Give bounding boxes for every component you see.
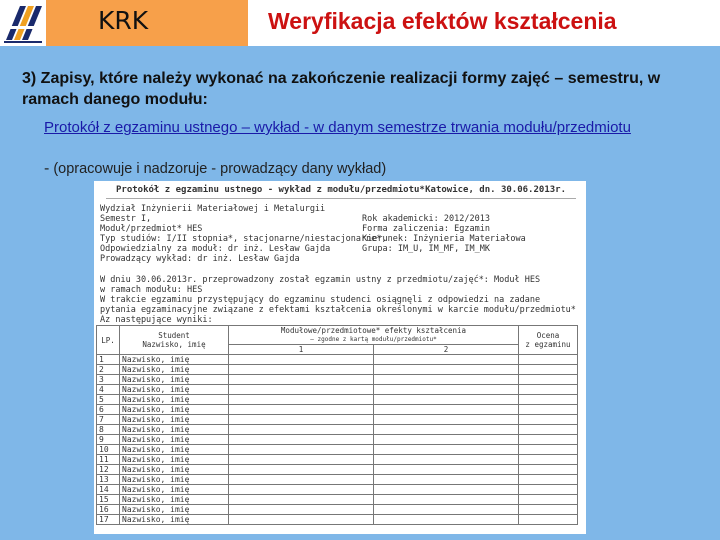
row-effect-1 <box>229 475 374 485</box>
doc-line: W dniu 30.06.2013r. przeprowadzony został egzamin ustny z przedmiotu/zajęć*: Moduł HES <box>100 274 541 285</box>
row-grade <box>519 415 578 425</box>
row-effect-2 <box>374 515 519 525</box>
row-grade <box>519 505 578 515</box>
row-effect-1 <box>229 395 374 405</box>
col-effect-1-header: 1 <box>229 345 374 355</box>
row-grade <box>519 515 578 525</box>
row-student-name: Nazwisko, imię <box>120 445 229 455</box>
slide-title: Weryfikacja efektów kształcenia <box>268 8 617 34</box>
doc-line: Typ studiów: I/II stopnia*, stacjonarne/niestacjonarne*, <box>100 234 387 245</box>
row-grade <box>519 375 578 385</box>
row-grade <box>519 465 578 475</box>
results-table <box>96 325 578 525</box>
doc-line: Moduł/przedmiot* HES <box>100 224 203 235</box>
col-effects-header <box>229 326 519 345</box>
row-effect-1 <box>229 485 374 495</box>
row-effect-2 <box>374 475 519 485</box>
col-effects-sub: – zgodne z kartą modułu/przedmiotu* <box>310 336 437 343</box>
row-lp: 16 <box>97 505 120 515</box>
table-row <box>97 505 578 515</box>
doc-line: W trakcie egzaminu przystępujący do egzaminu studenci osiągnęli z odpowiedzi na zadane <box>100 294 541 305</box>
col-student-header: Student Nazwisko, imię <box>120 326 229 355</box>
row-effect-2 <box>374 395 519 405</box>
row-lp: 12 <box>97 465 120 475</box>
row-student-name: Nazwisko, imię <box>120 515 229 525</box>
row-effect-1 <box>229 385 374 395</box>
row-effect-2 <box>374 485 519 495</box>
table-row <box>97 445 578 455</box>
row-student-name: Nazwisko, imię <box>120 495 229 505</box>
row-effect-1 <box>229 445 374 455</box>
document-header <box>106 184 576 199</box>
row-student-name: Nazwisko, imię <box>120 415 229 425</box>
row-grade <box>519 425 578 435</box>
row-effect-2 <box>374 365 519 375</box>
row-lp: 10 <box>97 445 120 455</box>
table-row <box>97 515 578 525</box>
row-effect-2 <box>374 385 519 395</box>
logo-icon <box>0 0 46 46</box>
protocol-link[interactable]: Protokół z egzaminu ustnego – wykład - w danym semestrze trwania modułu/przedmiotu <box>44 119 631 136</box>
col-grade-header: Ocena z egzaminu <box>519 326 578 355</box>
document-date: Katowice, dn. 30.06.2013r. <box>425 185 566 195</box>
row-effect-2 <box>374 505 519 515</box>
row-effect-2 <box>374 495 519 505</box>
table-row <box>97 405 578 415</box>
table-row <box>97 485 578 495</box>
row-lp: 17 <box>97 515 120 525</box>
krk-label-box <box>46 0 248 46</box>
row-lp: 9 <box>97 435 120 445</box>
row-effect-1 <box>229 355 374 365</box>
slide-title-box <box>248 0 720 46</box>
krk-label: KRK <box>98 6 149 35</box>
row-grade <box>519 395 578 405</box>
row-lp: 6 <box>97 405 120 415</box>
row-lp: 1 <box>97 355 120 365</box>
row-student-name: Nazwisko, imię <box>120 385 229 395</box>
row-lp: 13 <box>97 475 120 485</box>
row-grade <box>519 475 578 485</box>
table-row <box>97 375 578 385</box>
col-lp-header: LP. <box>97 326 120 355</box>
row-effect-2 <box>374 415 519 425</box>
doc-line: Forma zaliczenia: Egzamin <box>362 224 490 235</box>
doc-line: Grupa: IM_U, IM_MF, IM_MK <box>362 244 490 255</box>
row-student-name: Nazwisko, imię <box>120 435 229 445</box>
row-grade <box>519 485 578 495</box>
row-lp: 8 <box>97 425 120 435</box>
section-heading: 3) Zapisy, które należy wykonać na zakończenie realizacji formy zajęć – semestru, w ramach danego modułu: <box>22 70 661 108</box>
table-row <box>97 415 578 425</box>
row-effect-1 <box>229 465 374 475</box>
table-row <box>97 365 578 375</box>
row-effect-2 <box>374 375 519 385</box>
row-effect-2 <box>374 465 519 475</box>
table-row <box>97 395 578 405</box>
row-effect-1 <box>229 505 374 515</box>
row-grade <box>519 455 578 465</box>
table-row <box>97 455 578 465</box>
row-grade <box>519 365 578 375</box>
row-effect-1 <box>229 455 374 465</box>
row-grade <box>519 385 578 395</box>
university-logo <box>0 0 46 46</box>
row-effect-1 <box>229 375 374 385</box>
row-effect-2 <box>374 455 519 465</box>
table-row <box>97 465 578 475</box>
row-effect-1 <box>229 415 374 425</box>
row-effect-1 <box>229 365 374 375</box>
note-text: (opracowuje i nadzoruje - prowadzący dany wykład) <box>53 161 387 177</box>
row-lp: 11 <box>97 455 120 465</box>
protocol-document-image <box>94 181 586 534</box>
row-grade <box>519 405 578 415</box>
table-row <box>97 495 578 505</box>
note-line <box>44 160 386 178</box>
row-effect-2 <box>374 445 519 455</box>
table-row <box>97 355 578 365</box>
doc-line: w ramach modułu: HES <box>100 284 203 295</box>
doc-line: pytania egzaminacyjne związane z efektami kształcenia określonymi w karcie modułu/przedmiotu* <box>100 304 576 315</box>
row-student-name: Nazwisko, imię <box>120 455 229 465</box>
row-effect-1 <box>229 425 374 435</box>
col-effect-2-header: 2 <box>374 345 519 355</box>
dash-bullet: - <box>44 160 50 177</box>
table-row <box>97 435 578 445</box>
doc-line: Az następujące wyniki: <box>100 315 213 326</box>
row-effect-2 <box>374 355 519 365</box>
document-title: Protokół z egzaminu ustnego - wykład z modułu/przedmiotu* <box>116 185 425 195</box>
table-row <box>97 385 578 395</box>
doc-line <box>100 265 576 275</box>
results-table-body <box>97 355 578 525</box>
row-lp: 3 <box>97 375 120 385</box>
row-student-name: Nazwisko, imię <box>120 395 229 405</box>
row-student-name: Nazwisko, imię <box>120 355 229 365</box>
document-right-lines <box>362 214 526 254</box>
table-row <box>97 425 578 435</box>
col-effects-title: Modułowe/przedmiotowe* efekty kształcenia <box>280 326 467 335</box>
row-grade <box>519 495 578 505</box>
doc-line: Rok akademicki: 2012/2013 <box>362 214 490 224</box>
row-lp: 15 <box>97 495 120 505</box>
row-lp: 7 <box>97 415 120 425</box>
row-lp: 2 <box>97 365 120 375</box>
row-student-name: Nazwisko, imię <box>120 405 229 415</box>
doc-line: Odpowiedzialny za moduł: dr inż. Lesław Gajda <box>100 244 331 255</box>
row-effect-1 <box>229 515 374 525</box>
row-student-name: Nazwisko, imię <box>120 375 229 385</box>
row-student-name: Nazwisko, imię <box>120 485 229 495</box>
doc-line: Kierunek: Inżynieria Materiałowa <box>362 234 526 245</box>
row-effect-2 <box>374 435 519 445</box>
row-lp: 5 <box>97 395 120 405</box>
row-student-name: Nazwisko, imię <box>120 505 229 515</box>
row-student-name: Nazwisko, imię <box>120 475 229 485</box>
document-header-rule <box>106 198 576 199</box>
doc-line: Prowadzący wykład: dr inż. Lesław Gajda <box>100 254 300 265</box>
row-effect-2 <box>374 425 519 435</box>
row-grade <box>519 355 578 365</box>
doc-line: Wydział Inżynierii Materiałowej i Metalurgii <box>100 204 326 214</box>
row-lp: 14 <box>97 485 120 495</box>
row-grade <box>519 445 578 455</box>
row-student-name: Nazwisko, imię <box>120 425 229 435</box>
row-effect-1 <box>229 435 374 445</box>
row-effect-2 <box>374 405 519 415</box>
row-effect-1 <box>229 495 374 505</box>
row-effect-1 <box>229 405 374 415</box>
table-row <box>97 475 578 485</box>
row-lp: 4 <box>97 385 120 395</box>
row-grade <box>519 435 578 445</box>
row-student-name: Nazwisko, imię <box>120 365 229 375</box>
row-student-name: Nazwisko, imię <box>120 465 229 475</box>
doc-line: Semestr I, <box>100 214 152 225</box>
